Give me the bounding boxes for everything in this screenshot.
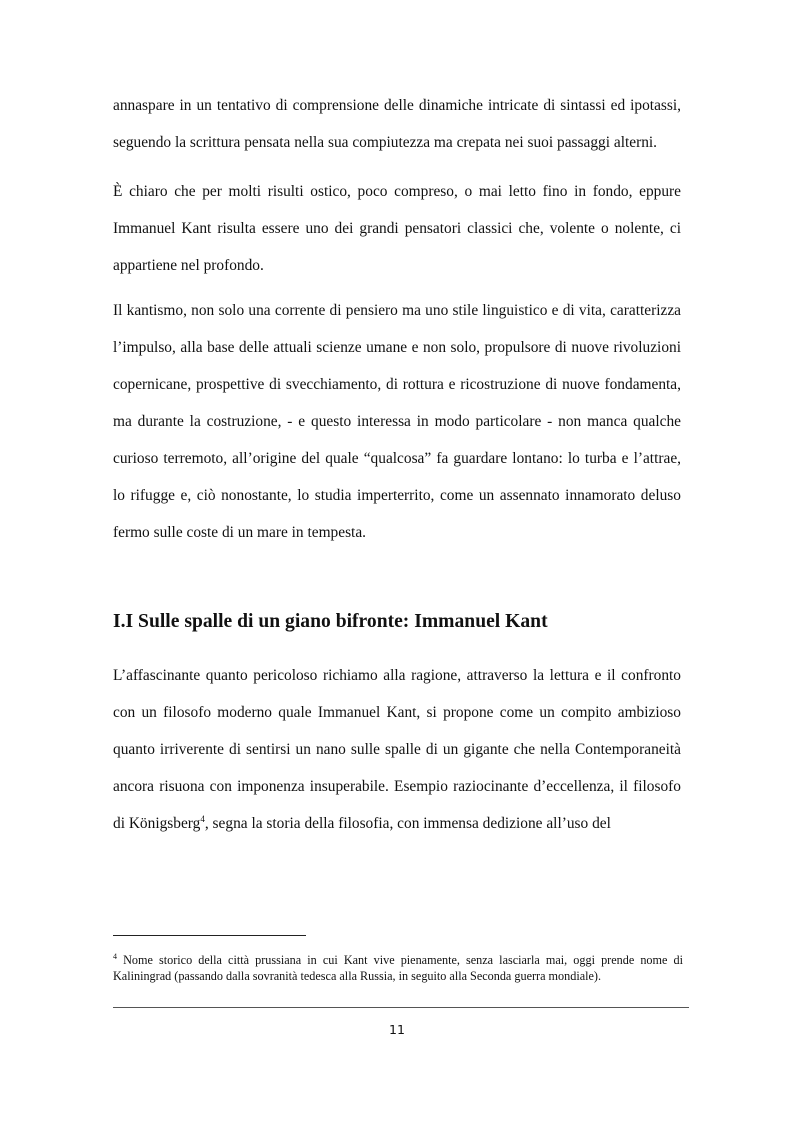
footnote-number: 4 (113, 951, 117, 961)
body-paragraph-1: annaspare in un tentativo di comprensione delle dinamiche intricate di sintassi ed ipotassi, seguendo la scrittura pensata nella sua compiutezza ma crepata nei suoi passaggi alterni. (113, 97, 681, 151)
body-paragraph-3: Il kantismo, non solo una corrente di pensiero ma uno stile linguistico e di vita, caratterizza l’impulso, alla base delle attuali scienze umane e non solo, propulsore di nuove rivoluzioni copernicane, prospettive di svecchiamento, di rottura e ricostruzione di nuove fondamenta, ma durante la costruzione, - e questo interessa in modo particolare - non manca qualche curioso terremoto, all’origine del quale “qualcosa” fa guardare lontano: lo turba e l’attrae, lo rifugge e, ciò nonostante, lo studia imperterrito, come un assennato innamorato deluso fermo sulle coste di un mare in tempesta. (113, 302, 681, 541)
footnote-separator (113, 935, 306, 936)
footer-rule (113, 1007, 689, 1008)
section-paragraph-text-before-note: L’affascinante quanto pericoloso richiamo alla ragione, attraverso la lettura e il confronto con un filosofo moderno quale Immanuel Kant, si propone come un compito ambizioso quanto irriverente di sentirsi un nano sulle spalle di un gigante che nella Contemporaneità ancora risuona con imponenza insuperabile. Esempio raziocinante d’eccellenza, il filosofo di Königsberg (113, 667, 681, 832)
footnote (113, 953, 683, 984)
section-paragraph-text-after-note: , segna la storia della filosofia, con immensa dedizione all’uso del (204, 815, 611, 832)
section-paragraph (113, 657, 681, 842)
footnote-text: Nome storico della città prussiana in cui Kant vive pienamente, senza lasciarla mai, oggi prende nome di Kaliningrad (passando dalla sovranità tedesca alla Russia, in seguito alla Seconda guerra mondiale). (113, 953, 683, 983)
document-page (113, 0, 681, 1123)
section-heading: I.I Sulle spalle di un giano bifronte: Immanuel Kant (113, 611, 548, 632)
footnote-reference[interactable]: 4 (200, 813, 205, 824)
page-number: 11 (389, 1022, 405, 1037)
body-paragraph-2: È chiaro che per molti risulti ostico, poco compreso, o mai letto fino in fondo, eppure Immanuel Kant risulta essere uno dei grandi pensatori classici che, volente o nolente, ci appartiene nel profondo. (113, 183, 681, 274)
